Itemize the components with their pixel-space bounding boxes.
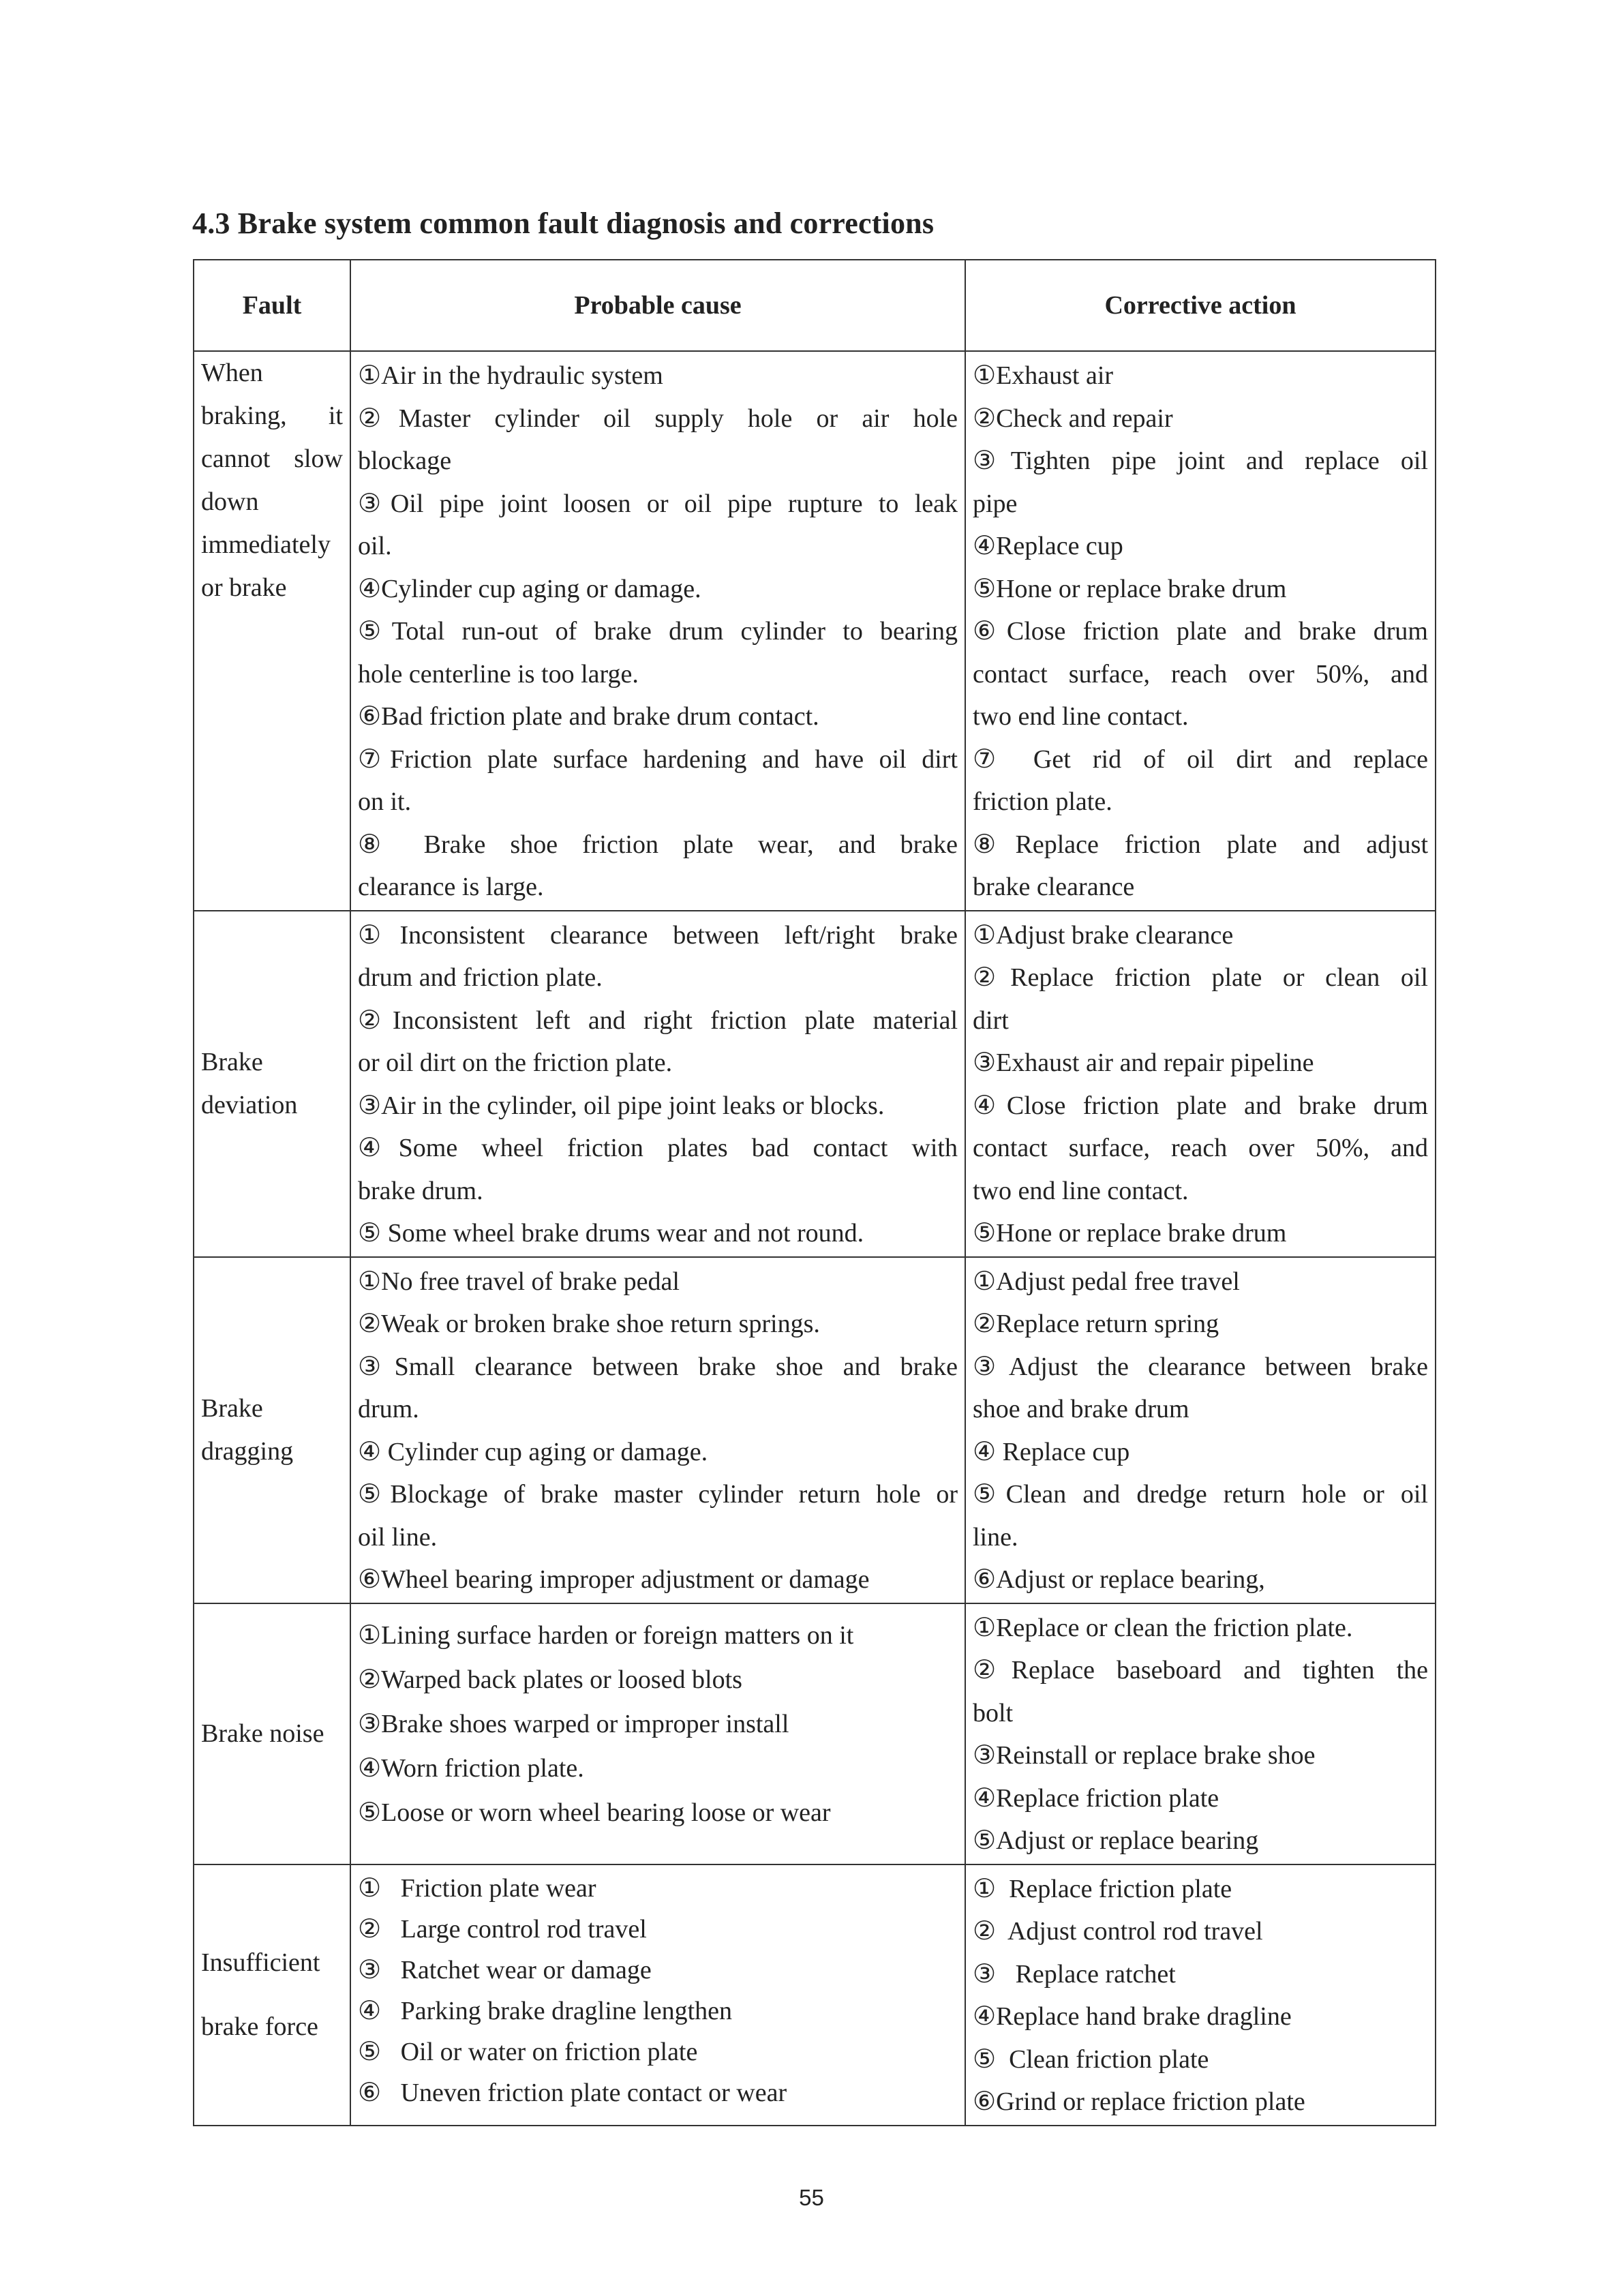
action-text: ④Replace hand brake dragline xyxy=(973,2002,1292,2031)
cause-text: ②Weak or broken brake shoe return springs. xyxy=(358,1310,820,1338)
action-text: ①Adjust pedal free travel xyxy=(973,1267,1240,1296)
action-text: ③Tighten pipe joint and replace oil xyxy=(973,447,1428,475)
cause-text: ② Large control rod travel xyxy=(358,1914,647,1944)
action-text: ③ Replace ratchet xyxy=(973,1959,1176,1989)
probable-cause-cell xyxy=(350,911,965,1257)
cause-text: ⑤ Some wheel brake drums wear and not round. xyxy=(358,1219,864,1248)
cause-text: ②Warped back plates or loosed blots xyxy=(358,1665,742,1694)
cause-text: ④ Parking brake dragline lengthen xyxy=(358,1996,733,2025)
action-text: ④Close friction plate and brake drum xyxy=(973,1091,1428,1120)
action-text: ① Replace friction plate xyxy=(973,1874,1232,1903)
action-text: dirt xyxy=(973,1006,1009,1035)
fault-text: dragging xyxy=(201,1436,294,1466)
action-text: ⑤ Clean friction plate xyxy=(973,2044,1209,2074)
cause-text: drum. xyxy=(358,1395,419,1423)
cause-text: ⑤Blockage of brake master cylinder return hole or xyxy=(358,1480,958,1509)
action-text: contact surface, reach over 50%, and xyxy=(973,1134,1428,1162)
fault-text: deviation xyxy=(201,1090,298,1119)
table-row xyxy=(194,911,1436,1257)
corrective-action-cell xyxy=(965,1864,1436,2126)
action-text: ⑤Adjust or replace bearing xyxy=(973,1826,1259,1855)
probable-cause-cell xyxy=(350,1603,965,1864)
cause-text: oil. xyxy=(358,532,392,560)
cause-text: ①Air in the hydraulic system xyxy=(358,361,663,390)
cause-text: ④ Cylinder cup aging or damage. xyxy=(358,1437,708,1466)
corrective-action-cell xyxy=(965,1257,1436,1603)
section-title: 4.3 Brake system common fault diagnosis and corrections xyxy=(192,207,935,240)
action-text: ⑤Clean and dredge return hole or oil xyxy=(973,1480,1428,1509)
table-row xyxy=(194,1864,1436,2126)
cause-text: ③Oil pipe joint loosen or oil pipe rupture to leak xyxy=(358,489,958,518)
cause-text: drum and friction plate. xyxy=(358,963,603,992)
cause-text: ⑤Loose or worn wheel bearing loose or wear xyxy=(358,1798,831,1827)
action-text: ⑥Close friction plate and brake drum xyxy=(973,617,1428,646)
header-fault: Fault xyxy=(194,260,350,351)
action-text: brake clearance xyxy=(973,873,1135,901)
action-text: ③Exhaust air and repair pipeline xyxy=(973,1048,1314,1077)
cause-text: ①No free travel of brake pedal xyxy=(358,1267,680,1296)
fault-text: down xyxy=(201,487,259,516)
cause-text: ⑧ Brake shoe friction plate wear, and brake xyxy=(358,830,958,859)
action-text: friction plate. xyxy=(973,787,1112,816)
cause-text: ⑥ Uneven friction plate contact or wear xyxy=(358,2078,787,2107)
header-probable-cause: Probable cause xyxy=(350,260,965,351)
cause-text: ⑥Wheel bearing improper adjustment or damage xyxy=(358,1565,870,1594)
action-text: ③Adjust the clearance between brake xyxy=(973,1352,1428,1381)
action-text: ⑤Hone or replace brake drum xyxy=(973,1219,1287,1248)
fault-text: Brake xyxy=(201,1047,263,1076)
cause-text: ③ Ratchet wear or damage xyxy=(358,1955,652,1984)
fault-cell xyxy=(194,351,350,911)
action-text: contact surface, reach over 50%, and xyxy=(973,659,1428,689)
action-text: ⑤Hone or replace brake drum xyxy=(973,574,1287,603)
cause-text: ①Inconsistent clearance between left/right brake xyxy=(358,920,958,950)
fault-cell xyxy=(194,1257,350,1603)
cause-text: ⑤Total run-out of brake drum cylinder to bearing xyxy=(358,617,958,646)
action-text: ②Replace friction plate or clean oil xyxy=(973,963,1428,992)
action-text: two end line contact. xyxy=(973,1176,1189,1205)
action-text: ④Replace cup xyxy=(973,532,1123,560)
cause-text: brake drum. xyxy=(358,1176,483,1205)
cause-text: blockage xyxy=(358,447,452,475)
fault-text: Insufficient xyxy=(201,1948,320,1977)
action-text: ①Adjust brake clearance xyxy=(973,920,1234,950)
cause-text: ⑥Bad friction plate and brake drum contact. xyxy=(358,702,819,731)
fault-cell xyxy=(194,911,350,1257)
cause-text: ⑤ Oil or water on friction plate xyxy=(358,2037,698,2066)
action-text: ①Exhaust air xyxy=(973,361,1114,390)
page-number: 55 xyxy=(799,2185,824,2210)
action-text: line. xyxy=(973,1522,1018,1552)
fault-cell xyxy=(194,1603,350,1864)
action-text: ⑥Adjust or replace bearing, xyxy=(973,1565,1265,1594)
cause-text: ⑦Friction plate surface hardening and have oil dirt xyxy=(358,744,958,774)
cause-text: ②Inconsistent left and right friction plate material xyxy=(358,1006,958,1035)
cause-text: on it. xyxy=(358,787,412,816)
fault-text: When xyxy=(201,359,263,387)
fault-text: brake force xyxy=(201,2012,318,2041)
action-text: ④ Replace cup xyxy=(973,1437,1130,1466)
corrective-action-cell xyxy=(965,911,1436,1257)
action-text: ②Replace baseboard and tighten the xyxy=(973,1656,1428,1685)
table-row xyxy=(194,351,1436,911)
cause-text: ④Worn friction plate. xyxy=(358,1753,584,1783)
fault-text: immediately xyxy=(201,530,331,559)
cause-text: ③Air in the cylinder, oil pipe joint leaks or blocks. xyxy=(358,1091,885,1120)
action-text: ③Reinstall or replace brake shoe xyxy=(973,1741,1316,1770)
action-text: pipe xyxy=(973,489,1018,518)
cause-text: ③Brake shoes warped or improper install xyxy=(358,1709,789,1738)
header-corrective-action: Corrective action xyxy=(965,260,1436,351)
cause-text: ④Cylinder cup aging or damage. xyxy=(358,574,701,603)
cause-text: ④Some wheel friction plates bad contact with xyxy=(358,1134,958,1162)
action-text: ②Replace return spring xyxy=(973,1310,1219,1338)
fault-diagnosis-table xyxy=(193,259,1436,2126)
cause-text: ②Master cylinder oil supply hole or air hole xyxy=(358,404,958,433)
probable-cause-cell xyxy=(350,351,965,911)
fault-cell xyxy=(194,1864,350,2126)
table-row xyxy=(194,1603,1436,1864)
probable-cause-cell xyxy=(350,1864,965,2126)
corrective-action-cell xyxy=(965,351,1436,911)
action-text: ④Replace friction plate xyxy=(973,1783,1219,1813)
cause-text: ③Small clearance between brake shoe and brake xyxy=(358,1352,958,1381)
fault-text: cannot slow xyxy=(201,444,343,473)
fault-text: Brake noise xyxy=(201,1719,324,1748)
table-header-row xyxy=(194,260,1436,351)
cause-text: or oil dirt on the friction plate. xyxy=(358,1048,673,1077)
action-text: two end line contact. xyxy=(973,702,1189,731)
cause-text: ① Friction plate wear xyxy=(358,1873,596,1903)
action-text: ②Check and repair xyxy=(973,404,1173,433)
action-text: ⑥Grind or replace friction plate xyxy=(973,2087,1305,2116)
action-text: ⑦ Get rid of oil dirt and replace xyxy=(973,744,1428,774)
probable-cause-cell xyxy=(350,1257,965,1603)
cause-text: ①Lining surface harden or foreign matters on it xyxy=(358,1620,854,1650)
action-text: ①Replace or clean the friction plate. xyxy=(973,1613,1353,1642)
cause-text: clearance is large. xyxy=(358,873,544,901)
fault-text: braking, it xyxy=(201,402,343,430)
table-row xyxy=(194,1257,1436,1603)
action-text: bolt xyxy=(973,1698,1014,1727)
action-text: shoe and brake drum xyxy=(973,1395,1189,1423)
table-body xyxy=(194,351,1436,2126)
corrective-action-cell xyxy=(965,1603,1436,1864)
fault-text: Brake xyxy=(201,1393,263,1423)
fault-text: or brake xyxy=(201,573,287,602)
cause-text: hole centerline is too large. xyxy=(358,659,639,689)
action-text: ⑧Replace friction plate and adjust xyxy=(973,830,1428,859)
cause-text: oil line. xyxy=(358,1522,438,1552)
action-text: ② Adjust control rod travel xyxy=(973,1917,1263,1946)
